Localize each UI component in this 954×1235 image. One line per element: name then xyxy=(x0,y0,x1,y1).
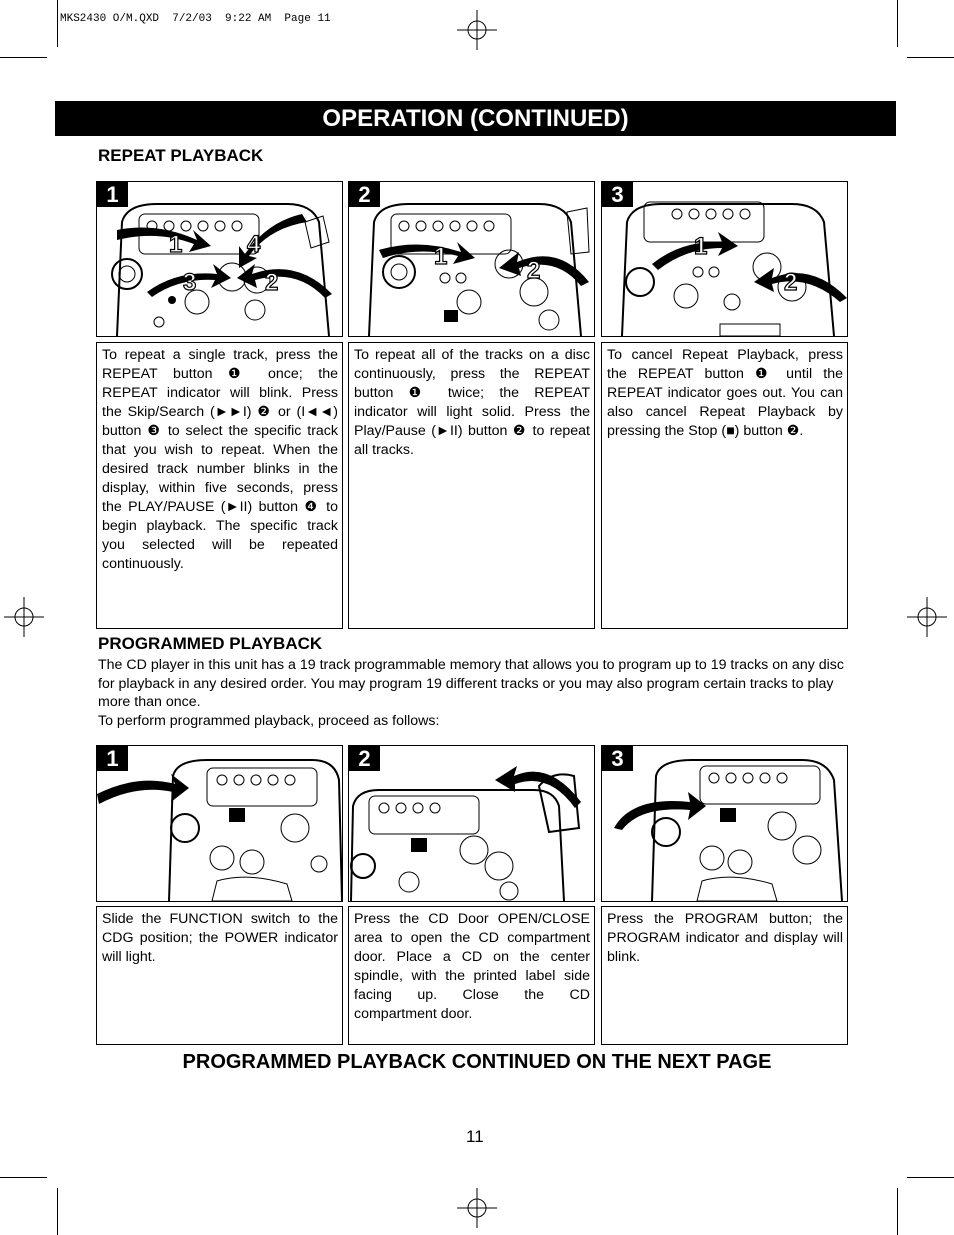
program-step-1-text: Slide the FUNCTION switch to the CDG position; the POWER indicator will light. xyxy=(96,906,343,1045)
crop-mark xyxy=(897,0,898,47)
karaoke-player-image xyxy=(349,182,594,336)
registration-mark-top xyxy=(457,10,497,50)
karaoke-player-image xyxy=(602,746,847,901)
callout-2: 2 xyxy=(265,269,279,296)
step-number-badge: 3 xyxy=(602,182,633,207)
karaoke-player-image xyxy=(349,746,594,901)
program-step-2-illustration xyxy=(348,745,595,902)
program-step-1-illustration xyxy=(96,745,343,902)
crop-mark xyxy=(907,1177,954,1178)
repeat-step-3-text: To cancel Repeat Playback, press the REPEAT button ❶ until the REPEAT indicator goes out. You can also cancel Repeat Playback by pressing the Stop (■) button ❷. xyxy=(601,342,848,629)
program-step-3-text: Press the PROGRAM button; the PROGRAM indicator and display will blink. xyxy=(601,906,848,1045)
program-step-3-illustration xyxy=(601,745,848,902)
step-number-badge: 3 xyxy=(602,746,633,771)
karaoke-player-image xyxy=(97,182,342,336)
step-number-badge: 2 xyxy=(349,746,380,771)
programmed-heading: PROGRAMMED PLAYBACK xyxy=(98,634,323,653)
callout-4: 4 xyxy=(247,231,261,258)
repeat-step-3-illustration xyxy=(601,181,848,337)
step-number-badge: 1 xyxy=(97,182,128,207)
page-number: 11 xyxy=(466,1127,484,1146)
crop-mark xyxy=(57,0,58,47)
repeat-step-2-text: To repeat all of the tracks on a disc continuously, press the REPEAT button ❶ twice; the REPEAT indicator will light solid. Press the Play/Pause (►II) button ❷ to repeat all tracks. xyxy=(348,342,595,629)
repeat-step-1-text: To repeat a single track, press the REPEAT button ❶ once; the REPEAT indicator will blink. Press the Skip/Search (►►I) ❷ or (I◄◄) button ❸ to select the specific track that you wish to repeat. When the desired track number blinks in the display, within five seconds, press the PLAY/PAUSE (►II) button ❹ to begin playback. The specific track you selected will be repeated continuously. xyxy=(96,342,343,629)
program-step-2-text: Press the CD Door OPEN/CLOSE area to open the CD compartment door. Place a CD on the center spindle, with the printed label side facing up. Close the CD compartment door. xyxy=(348,906,595,1045)
karaoke-player-image xyxy=(602,182,847,336)
continued-notice: PROGRAMMED PLAYBACK CONTINUED ON THE NEXT PAGE xyxy=(182,1051,772,1073)
print-slug: MKS2430 O/M.QXD 7/2/03 9:22 AM Page 11 xyxy=(60,13,331,25)
crop-mark xyxy=(907,57,954,58)
programmed-intro-instruction: To perform programmed playback, proceed as follows: xyxy=(98,712,440,729)
callout-2: 2 xyxy=(784,269,798,296)
step-number-badge: 1 xyxy=(97,746,128,771)
karaoke-player-image xyxy=(97,746,342,901)
registration-mark-right xyxy=(907,597,947,637)
repeat-heading: REPEAT PLAYBACK xyxy=(98,146,264,165)
crop-mark xyxy=(57,1188,58,1235)
step-number-badge: 2 xyxy=(349,182,380,207)
crop-mark xyxy=(897,1188,898,1235)
programmed-intro-paragraph: The CD player in this unit has a 19 track programmable memory that allows you to program up to 19 tracks on any disc for playback in any desired order. You may program 19 different tracks or you may also program certain tracks to play more than once. xyxy=(98,657,844,710)
programmed-intro xyxy=(98,656,848,730)
registration-mark-bottom xyxy=(457,1188,497,1228)
callout-1: 1 xyxy=(169,231,183,258)
crop-mark xyxy=(0,57,47,58)
callout-2: 2 xyxy=(527,257,541,284)
repeat-step-1-illustration xyxy=(96,181,343,337)
callout-3: 3 xyxy=(183,269,197,296)
repeat-step-2-illustration xyxy=(348,181,595,337)
callout-1: 1 xyxy=(694,233,708,260)
callout-1: 1 xyxy=(434,243,448,270)
crop-mark xyxy=(0,1177,47,1178)
registration-mark-left xyxy=(4,597,44,637)
page-title: OPERATION (CONTINUED) xyxy=(55,101,896,136)
